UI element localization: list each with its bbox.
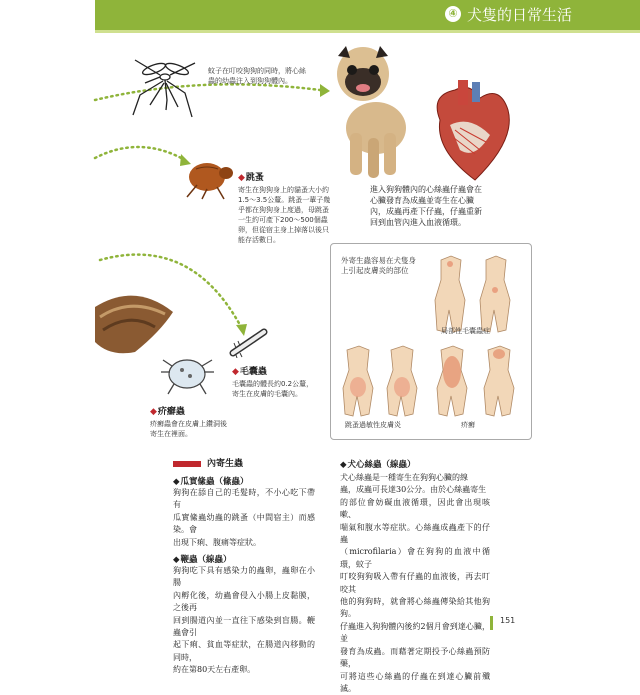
paragraph: 犬心絲蟲是一種寄生在狗狗心臟的線 蟲，成蟲可長達30公分。由於心絲蟲寄生 的部位會妨礙血液循環，因此會出現咳嗽、 喘氣和腹水等症狀。心絲蟲成蟲產下的仔蟲 （microfilaria）會在狗狗的血液中循環，蚊子 叮咬狗狗吸入帶有仔蟲的血液後，再去叮咬其 他的狗狗時，就會將心絲蟲傳染給其他狗狗。 仔蟲進入狗狗體內後約2個月會到達心臟，並 發育為成蟲。而藉著定期投予心絲蟲預防藥， 可將這些心絲蟲的仔蟲在到達心臟前殲滅。 [340, 473, 490, 693]
scabies-block [150, 404, 227, 439]
skin-disease-inset [330, 243, 532, 440]
pug-image [318, 38, 418, 183]
fur-image [95, 282, 175, 362]
demodex-text: 毛囊蟲的體長約0.2公釐， 寄生在皮膚的毛囊內。 [232, 380, 314, 398]
subsection-title: ◆ 瓜實絛蟲（絛蟲） [173, 475, 315, 487]
header-bar [95, 0, 640, 30]
subsection-title: ◆ 犬心絲蟲（線蟲） [340, 458, 490, 470]
mosquito-caption: 蚊子在叮咬狗狗的同時，將心絲 蟲的幼蟲注入到狗狗體內。 [208, 67, 306, 85]
flea-allergy-dogs [339, 342, 429, 422]
flea-label: ◆ 跳蚤 [238, 170, 330, 183]
label-flea-allergy: 跳蚤過敏性皮膚炎 [345, 421, 401, 429]
label-demodex: 局部性毛囊蟲症 [441, 327, 490, 335]
page-number-bar [490, 616, 493, 630]
paragraph: 狗狗吃下具有感染力的蟲卵，蟲卵在小腸 內孵化後，幼蟲會侵入小腸上皮黏膜，之後再 回到腸道內並一直往下感染到盲腸。鞭蟲會引 起下痢、貧血等症狀，在腸道內移動的同時， 約在第80天左右產卵。 [173, 566, 315, 675]
flea-block [238, 170, 330, 245]
demodex-label: ◆ 毛囊蟲 [232, 364, 313, 377]
internal-parasites-section [173, 456, 315, 677]
scabies-text: 疥癬蟲會在皮膚上鑽洞後 寄生在裡面。 [150, 420, 227, 438]
heart-image [420, 80, 520, 190]
subsection-title: ◆ 鞭蟲（線蟲） [173, 553, 315, 565]
label-scabies: 疥癬 [461, 421, 475, 429]
scabies-label: ◆ 疥癬蟲 [150, 404, 227, 417]
header-underline [95, 30, 640, 33]
heart-caption: 進入狗狗體內的心絲蟲仔蟲會在 心臟發育為成蟲並寄生在心臟 內，成蟲再產下仔蟲，仔蟲重新 回到血管內進入血液循環。 [370, 185, 482, 227]
chapter-title: ④ 犬隻的日常生活 [467, 3, 572, 27]
heartworm-section [340, 456, 490, 695]
section-title: 內寄生蟲 [173, 456, 315, 469]
inset-caption: 外寄生蟲容易在犬隻身 上引起皮膚炎的部位 [341, 256, 416, 275]
chapter-badge: ④ [445, 6, 461, 22]
flea-icon [182, 155, 237, 200]
paragraph: 狗狗在舔自己的毛髮時，不小心吃下帶有 瓜實絛蟲幼蟲的跳蚤（中間宿主）而感染。會 出現下痢、腹痛等症狀。 [173, 488, 315, 547]
mosquito-icon [130, 55, 200, 123]
page-number: 151 [500, 616, 516, 625]
demodex-block [232, 364, 313, 399]
flea-text: 寄生在狗狗身上的貓蚤大小約 1.5～3.5公釐。跳蚤一輩子幾 乎都在狗狗身上度過，母跳蚤 一生約可產下200～500個蟲 卵，但從宿主身上掉落以後只 能存活數日。 [238, 186, 331, 244]
scabies-dogs [433, 342, 528, 422]
scabies-mite-icon [160, 352, 215, 397]
demodex-icon [228, 328, 268, 358]
